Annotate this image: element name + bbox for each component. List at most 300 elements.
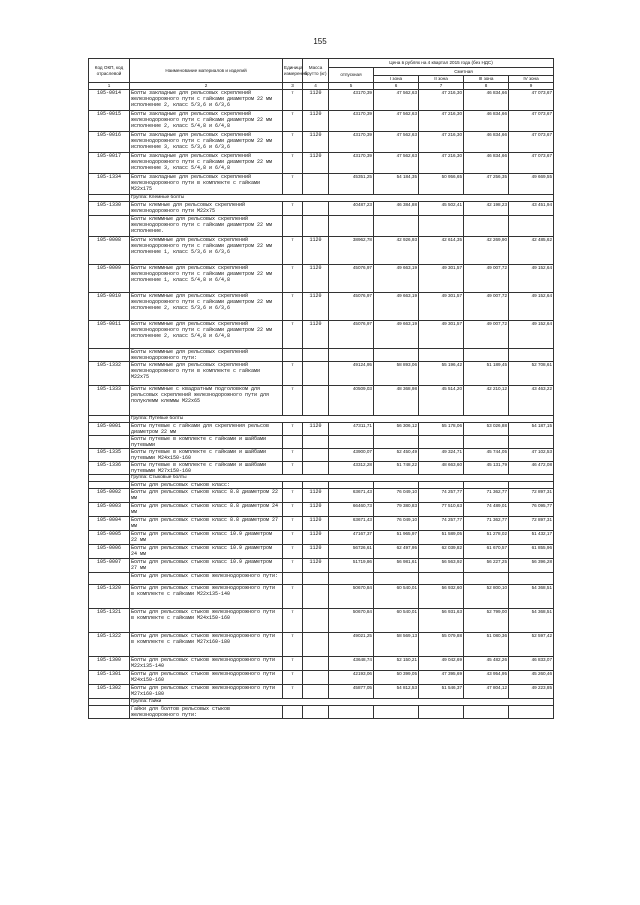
- name-cell: Болты закладные для рельсовых скреплений железнодорожного пути с гайками диаметром 22 мм исполнение 2, класс 5/4,8 и 6/4,8: [130, 110, 283, 131]
- unit-cell: т: [283, 632, 303, 656]
- header-zone-1: I зона: [374, 76, 419, 83]
- name-cell: Болты для рельсовых стыков класс 10.9 диаметром 22 мм: [130, 530, 283, 544]
- unit-cell: т: [283, 502, 303, 516]
- release-price-cell: [329, 481, 374, 488]
- zone-2-price-cell: 49 324,71: [419, 448, 464, 461]
- zone-3-price-cell: 52 800,10: [464, 584, 509, 608]
- code-cell: 105-1336: [89, 461, 130, 474]
- mass-cell: 1120: [303, 236, 329, 264]
- mass-cell: 1120: [303, 264, 329, 292]
- table-row: [89, 131, 554, 152]
- name-cell: Болты для рельсовых стыков класс:: [130, 481, 283, 488]
- table-row: [89, 201, 554, 215]
- zone-2-price-cell: [419, 481, 464, 488]
- header-name: Наименование материалов и изделий: [130, 59, 283, 83]
- zone-2-price-cell: 49 301,57: [419, 264, 464, 292]
- unit-cell: т: [283, 422, 303, 435]
- zone-2-price-cell: 51 546,37: [419, 684, 464, 698]
- code-cell: 105-0001: [89, 422, 130, 435]
- zone-3-price-cell: 71 362,77: [464, 488, 509, 502]
- zone-3-price-cell: 45 744,05: [464, 448, 509, 461]
- release-price-cell: 38962,78: [329, 236, 374, 264]
- mass-cell: [303, 705, 329, 718]
- table-row: [89, 656, 554, 670]
- name-cell: Болты клеммные для рельсовых скреплений железнодорожного пути с гайками диаметром 22 мм исполнение 1, класс 5/4,8 и 6/4,8: [130, 264, 283, 292]
- zone-2-price-cell: [419, 705, 464, 718]
- zone-4-price-cell: 43 463,22: [509, 385, 554, 415]
- empty-cell: [89, 474, 130, 481]
- table-row: [89, 89, 554, 110]
- code-cell: 105-1334: [89, 173, 130, 194]
- code-cell: 105-1301: [89, 670, 130, 684]
- release-price-cell: 50670,84: [329, 584, 374, 608]
- zone-2-price-cell: 74 257,77: [419, 488, 464, 502]
- header-release: отпускная: [329, 68, 374, 83]
- zone-1-price-cell: [374, 435, 419, 448]
- zone-2-price-cell: 56 932,60: [419, 584, 464, 608]
- column-number: 7: [419, 83, 464, 90]
- table-row: [89, 584, 554, 608]
- column-number: 3: [283, 83, 303, 90]
- unit-cell: т: [283, 488, 303, 502]
- name-cell: Болты клеммные с квадратным подголовком для рельсовых скреплений железнодорожного пути для полуклемм клеммы М22х65: [130, 385, 283, 415]
- table-row: [89, 530, 554, 544]
- mass-cell: [303, 670, 329, 684]
- zone-3-price-cell: 61 670,57: [464, 544, 509, 558]
- zone-1-price-cell: 58 569,13: [374, 632, 419, 656]
- code-cell: 105-0005: [89, 530, 130, 544]
- code-cell: 105-1320: [89, 584, 130, 608]
- price-table: [88, 58, 554, 719]
- zone-4-price-cell: 47 073,67: [509, 89, 554, 110]
- zone-1-price-cell: 54 812,53: [374, 684, 419, 698]
- release-price-cell: 43170,39: [329, 89, 374, 110]
- zone-1-price-cell: 46 384,88: [374, 201, 419, 215]
- zone-4-price-cell: 49 152,64: [509, 292, 554, 320]
- code-cell: 105-0016: [89, 131, 130, 152]
- unit-cell: т: [283, 656, 303, 670]
- zone-1-price-cell: 47 562,63: [374, 110, 419, 131]
- zone-2-price-cell: 47 216,30: [419, 89, 464, 110]
- zone-2-price-cell: 48 663,60: [419, 461, 464, 474]
- zone-1-price-cell: 56 306,12: [374, 422, 419, 435]
- table-row: [89, 502, 554, 516]
- zone-1-price-cell: 76 049,10: [374, 488, 419, 502]
- zone-1-price-cell: 60 540,01: [374, 608, 419, 632]
- mass-cell: [303, 656, 329, 670]
- column-number: 2: [130, 83, 283, 90]
- name-cell: Болты для рельсовых стыков класс 8.8 диаметром 27 мм: [130, 516, 283, 530]
- code-cell: [89, 348, 130, 361]
- zone-3-price-cell: 49 007,72: [464, 320, 509, 348]
- code-cell: 105-0006: [89, 544, 130, 558]
- release-price-cell: 43170,39: [329, 131, 374, 152]
- unit-cell: т: [283, 684, 303, 698]
- release-price-cell: 63671,43: [329, 516, 374, 530]
- name-cell: Гайки для болтов рельсовых стыков железнодорожного пути:: [130, 705, 283, 718]
- zone-2-price-cell: [419, 215, 464, 236]
- zone-3-price-cell: 46 834,66: [464, 131, 509, 152]
- zone-1-price-cell: [374, 215, 419, 236]
- zone-3-price-cell: 51 189,45: [464, 361, 509, 385]
- mass-cell: [303, 385, 329, 415]
- mass-cell: 1120: [303, 89, 329, 110]
- zone-2-price-cell: 47 216,30: [419, 131, 464, 152]
- header-zone-2: II зона: [419, 76, 464, 83]
- zone-4-price-cell: [509, 435, 554, 448]
- header-zone-4: IV зона: [509, 76, 554, 83]
- release-price-cell: 50670,84: [329, 608, 374, 632]
- table-row: [89, 572, 554, 584]
- table-row: [89, 705, 554, 718]
- release-price-cell: 45076,97: [329, 292, 374, 320]
- mass-cell: [303, 481, 329, 488]
- mass-cell: 1120: [303, 152, 329, 173]
- name-cell: Болты путевые в комплекте с гайками и шайбами путевыми: [130, 435, 283, 448]
- zone-1-price-cell: [374, 572, 419, 584]
- name-cell: Болты для рельсовых стыков железнодорожного пути:: [130, 572, 283, 584]
- mass-cell: [303, 632, 329, 656]
- table-row: [89, 215, 554, 236]
- zone-2-price-cell: 56 563,92: [419, 558, 464, 572]
- table-row: [89, 558, 554, 572]
- zone-1-price-cell: 47 562,63: [374, 89, 419, 110]
- zone-3-price-cell: [464, 705, 509, 718]
- unit-cell: т: [283, 89, 303, 110]
- mass-cell: 1120: [303, 558, 329, 572]
- group-title: Группа: Клемные болты: [130, 194, 554, 201]
- code-cell: [89, 705, 130, 718]
- table-row: [89, 320, 554, 348]
- release-price-cell: 43312,28: [329, 461, 374, 474]
- header-price-title: Цена в рублях на 4 квартал 2015 года (без НДС): [329, 59, 554, 68]
- name-cell: Болты для рельсовых стыков класс 8.8 диаметром 22 мм: [130, 488, 283, 502]
- code-cell: 105-1330: [89, 201, 130, 215]
- zone-4-price-cell: 56 396,28: [509, 558, 554, 572]
- zone-1-price-cell: 49 663,19: [374, 292, 419, 320]
- zone-2-price-cell: 47 216,30: [419, 152, 464, 173]
- code-cell: [89, 215, 130, 236]
- zone-2-price-cell: [419, 435, 464, 448]
- unit-cell: т: [283, 461, 303, 474]
- zone-3-price-cell: 52 799,00: [464, 608, 509, 632]
- zone-4-price-cell: 47 102,53: [509, 448, 554, 461]
- zone-2-price-cell: [419, 348, 464, 361]
- zone-4-price-cell: 46 472,08: [509, 461, 554, 474]
- table-row: [89, 481, 554, 488]
- mass-cell: [303, 173, 329, 194]
- code-cell: [89, 572, 130, 584]
- unit-cell: т: [283, 152, 303, 173]
- release-price-cell: 45076,97: [329, 320, 374, 348]
- unit-cell: т: [283, 670, 303, 684]
- zone-2-price-cell: 62 039,82: [419, 544, 464, 558]
- table-row: [89, 236, 554, 264]
- header-zone-3: III зона: [464, 76, 509, 83]
- zone-2-price-cell: 47 395,69: [419, 670, 464, 684]
- column-number: 9: [509, 83, 554, 90]
- zone-2-price-cell: 49 301,57: [419, 292, 464, 320]
- name-cell: Болты для рельсовых стыков железнодорожного пути М22х135-140: [130, 656, 283, 670]
- release-price-cell: 43648,74: [329, 656, 374, 670]
- zone-3-price-cell: [464, 572, 509, 584]
- unit-cell: т: [283, 584, 303, 608]
- table-row: [89, 608, 554, 632]
- release-price-cell: 45076,97: [329, 264, 374, 292]
- table-row: [89, 544, 554, 558]
- unit-cell: [283, 348, 303, 361]
- column-number: 8: [464, 83, 509, 90]
- zone-3-price-cell: 51 278,02: [464, 530, 509, 544]
- mass-cell: [303, 201, 329, 215]
- zone-4-price-cell: [509, 348, 554, 361]
- name-cell: Болты путевые в комплекте с гайками и шайбами путевыми М27х150-160: [130, 461, 283, 474]
- group-title: Группа: Стыковые болты: [130, 474, 554, 481]
- mass-cell: [303, 684, 329, 698]
- zone-4-price-cell: 52 597,42: [509, 632, 554, 656]
- zone-1-price-cell: 54 184,35: [374, 173, 419, 194]
- mass-cell: 1120: [303, 502, 329, 516]
- unit-cell: [283, 705, 303, 718]
- name-cell: Болты клеммные для рельсовых скреплений железнодорожного пути с гайками диаметром 22 мм исполнение 2, класс 5/4,8 и 6/4,8: [130, 320, 283, 348]
- unit-cell: т: [283, 385, 303, 415]
- release-price-cell: 66460,73: [329, 502, 374, 516]
- name-cell: Болты закладные для рельсовых скреплений железнодорожного пути с гайками диаметром 22 мм исполнение 3, класс 5/4,8 и 6/4,8: [130, 152, 283, 173]
- release-price-cell: 56726,61: [329, 544, 374, 558]
- release-price-cell: 49021,25: [329, 632, 374, 656]
- unit-cell: т: [283, 131, 303, 152]
- table-row: [89, 422, 554, 435]
- code-cell: 105-0003: [89, 502, 130, 516]
- unit-cell: т: [283, 516, 303, 530]
- mass-cell: 1120: [303, 110, 329, 131]
- mass-cell: [303, 461, 329, 474]
- zone-3-price-cell: 46 834,66: [464, 89, 509, 110]
- zone-2-price-cell: 49 042,69: [419, 656, 464, 670]
- group-row: [89, 474, 554, 481]
- table-row: [89, 448, 554, 461]
- unit-cell: т: [283, 110, 303, 131]
- zone-2-price-cell: 45 514,20: [419, 385, 464, 415]
- zone-4-price-cell: 51 432,17: [509, 530, 554, 544]
- zone-1-price-cell: [374, 348, 419, 361]
- zone-1-price-cell: 47 562,63: [374, 131, 419, 152]
- zone-2-price-cell: 49 301,57: [419, 320, 464, 348]
- unit-cell: [283, 435, 303, 448]
- release-price-cell: 47311,71: [329, 422, 374, 435]
- empty-cell: [89, 415, 130, 422]
- zone-1-price-cell: 47 562,63: [374, 152, 419, 173]
- group-row: [89, 415, 554, 422]
- mass-cell: 1120: [303, 516, 329, 530]
- zone-1-price-cell: 49 663,19: [374, 264, 419, 292]
- name-cell: Болты клеммные для рельсовых скреплений железнодорожного пути в комплекте с гайками М22х75: [130, 361, 283, 385]
- code-cell: 105-1332: [89, 361, 130, 385]
- name-cell: Болты для рельсовых стыков класс 10.9 диаметром 24 мм: [130, 544, 283, 558]
- code-cell: 105-0004: [89, 516, 130, 530]
- column-number-row: [89, 83, 554, 90]
- table-row: [89, 348, 554, 361]
- zone-2-price-cell: [419, 572, 464, 584]
- group-row: [89, 698, 554, 705]
- zone-4-price-cell: 49 669,55: [509, 173, 554, 194]
- zone-2-price-cell: 55 178,06: [419, 422, 464, 435]
- zone-1-price-cell: 76 049,10: [374, 516, 419, 530]
- table-row: [89, 264, 554, 292]
- zone-1-price-cell: 62 497,95: [374, 544, 419, 558]
- name-cell: Болты закладные для рельсовых скреплений железнодорожного пути в комплекте с гайками М22х175: [130, 173, 283, 194]
- name-cell: Болты путевые в комплекте с гайками и шайбами путевыми М24х150-160: [130, 448, 283, 461]
- zone-3-price-cell: 46 834,66: [464, 152, 509, 173]
- zone-3-price-cell: [464, 435, 509, 448]
- mass-cell: [303, 435, 329, 448]
- code-cell: 105-0011: [89, 320, 130, 348]
- zone-4-price-cell: 46 833,07: [509, 656, 554, 670]
- release-price-cell: 51719,86: [329, 558, 374, 572]
- column-number: 6: [374, 83, 419, 90]
- zone-2-price-cell: 56 931,63: [419, 608, 464, 632]
- zone-3-price-cell: 71 362,77: [464, 516, 509, 530]
- mass-cell: [303, 215, 329, 236]
- code-cell: [89, 435, 130, 448]
- group-row: [89, 194, 554, 201]
- unit-cell: т: [283, 201, 303, 215]
- table-body: [89, 89, 554, 718]
- zone-3-price-cell: 47 804,12: [464, 684, 509, 698]
- unit-cell: т: [283, 236, 303, 264]
- name-cell: Болты для рельсовых стыков железнодорожного пути М24х150-160: [130, 670, 283, 684]
- zone-3-price-cell: 51 080,36: [464, 632, 509, 656]
- zone-1-price-cell: 48 368,98: [374, 385, 419, 415]
- mass-cell: [303, 608, 329, 632]
- mass-cell: [303, 584, 329, 608]
- zone-3-price-cell: 45 131,79: [464, 461, 509, 474]
- header-mass: Масса брутто (кг): [303, 59, 329, 83]
- name-cell: Болты клемные для рельсовых скреплений железнодорожного пути М22х75: [130, 201, 283, 215]
- name-cell: Болты клеммные для рельсовых скреплений железнодорожного пути с гайками диаметром 22 мм исполнение 2, класс 5/3,6 и 6/3,6: [130, 292, 283, 320]
- zone-3-price-cell: 46 834,66: [464, 110, 509, 131]
- zone-1-price-cell: 58 893,06: [374, 361, 419, 385]
- zone-4-price-cell: 42 485,62: [509, 236, 554, 264]
- release-price-cell: 40487,23: [329, 201, 374, 215]
- release-price-cell: 43170,39: [329, 152, 374, 173]
- zone-2-price-cell: 50 956,65: [419, 173, 464, 194]
- zone-3-price-cell: [464, 215, 509, 236]
- zone-1-price-cell: 60 540,01: [374, 584, 419, 608]
- code-cell: 105-0007: [89, 558, 130, 572]
- zone-1-price-cell: 56 981,61: [374, 558, 419, 572]
- release-price-cell: 47167,37: [329, 530, 374, 544]
- mass-cell: [303, 361, 329, 385]
- table-row: [89, 173, 554, 194]
- zone-2-price-cell: 74 257,77: [419, 516, 464, 530]
- code-cell: 105-1302: [89, 684, 130, 698]
- code-cell: 105-0015: [89, 110, 130, 131]
- zone-4-price-cell: [509, 705, 554, 718]
- zone-1-price-cell: 49 663,19: [374, 320, 419, 348]
- zone-3-price-cell: 43 954,95: [464, 670, 509, 684]
- zone-4-price-cell: 45 260,46: [509, 670, 554, 684]
- zone-4-price-cell: 47 073,67: [509, 110, 554, 131]
- unit-cell: т: [283, 320, 303, 348]
- zone-1-price-cell: 52 450,49: [374, 448, 419, 461]
- empty-cell: [89, 194, 130, 201]
- mass-cell: 1120: [303, 544, 329, 558]
- zone-4-price-cell: 61 855,96: [509, 544, 554, 558]
- release-price-cell: [329, 705, 374, 718]
- table-row: [89, 670, 554, 684]
- zone-4-price-cell: 54 368,51: [509, 584, 554, 608]
- column-number: 5: [329, 83, 374, 90]
- zone-4-price-cell: 72 897,31: [509, 516, 554, 530]
- mass-cell: [303, 572, 329, 584]
- code-cell: 105-0017: [89, 152, 130, 173]
- zone-1-price-cell: [374, 705, 419, 718]
- zone-2-price-cell: 51 589,05: [419, 530, 464, 544]
- table-row: [89, 488, 554, 502]
- unit-cell: т: [283, 530, 303, 544]
- name-cell: Болты для рельсовых стыков железнодорожного пути в комплекте с гайками М24х150-160: [130, 608, 283, 632]
- release-price-cell: 63671,43: [329, 488, 374, 502]
- header-unit: Единица измерения: [283, 59, 303, 83]
- unit-cell: т: [283, 173, 303, 194]
- name-cell: Болты закладные для рельсовых скреплений железнодорожного пути с гайками диаметром 22 мм исполнение 2, класс 5/3,6 и 6/3,6: [130, 89, 283, 110]
- header-estimate: Сметная: [374, 68, 554, 76]
- zone-4-price-cell: 76 095,77: [509, 502, 554, 516]
- zone-3-price-cell: 42 210,12: [464, 385, 509, 415]
- group-title: Группа: Гайки: [130, 698, 554, 705]
- code-cell: 105-0009: [89, 264, 130, 292]
- code-cell: 105-0014: [89, 89, 130, 110]
- zone-1-price-cell: 50 399,05: [374, 670, 419, 684]
- zone-4-price-cell: 49 152,64: [509, 264, 554, 292]
- unit-cell: [283, 572, 303, 584]
- column-number: 4: [303, 83, 329, 90]
- zone-2-price-cell: 45 502,41: [419, 201, 464, 215]
- release-price-cell: 42193,06: [329, 670, 374, 684]
- zone-4-price-cell: 43 451,94: [509, 201, 554, 215]
- release-price-cell: [329, 435, 374, 448]
- code-cell: 105-1335: [89, 448, 130, 461]
- code-cell: 105-1333: [89, 385, 130, 415]
- table-row: [89, 110, 554, 131]
- zone-4-price-cell: [509, 572, 554, 584]
- table-row: [89, 292, 554, 320]
- name-cell: Болты для рельсовых стыков железнодорожного пути М27х160-180: [130, 684, 283, 698]
- name-cell: Болты для рельсовых стыков класс 10.9 диаметром 27 мм: [130, 558, 283, 572]
- mass-cell: 1120: [303, 488, 329, 502]
- empty-cell: [89, 698, 130, 705]
- unit-cell: [283, 215, 303, 236]
- table-row: [89, 435, 554, 448]
- table-row: [89, 684, 554, 698]
- mass-cell: 1120: [303, 131, 329, 152]
- zone-4-price-cell: 47 073,67: [509, 152, 554, 173]
- name-cell: Болты путевые с гайками для скрепления рельсов диаметром 22 мм: [130, 422, 283, 435]
- code-cell: 105-0008: [89, 236, 130, 264]
- zone-1-price-cell: [374, 481, 419, 488]
- zone-3-price-cell: [464, 348, 509, 361]
- unit-cell: т: [283, 292, 303, 320]
- mass-cell: [303, 448, 329, 461]
- header-code: Код ОКП, код отраслевой: [89, 59, 130, 83]
- name-cell: Болты для рельсовых стыков класс 8.8 диаметром 24 мм: [130, 502, 283, 516]
- zone-3-price-cell: 49 007,72: [464, 292, 509, 320]
- zone-3-price-cell: 47 256,35: [464, 173, 509, 194]
- code-cell: [89, 481, 130, 488]
- code-cell: 105-1300: [89, 656, 130, 670]
- release-price-cell: 45351,25: [329, 173, 374, 194]
